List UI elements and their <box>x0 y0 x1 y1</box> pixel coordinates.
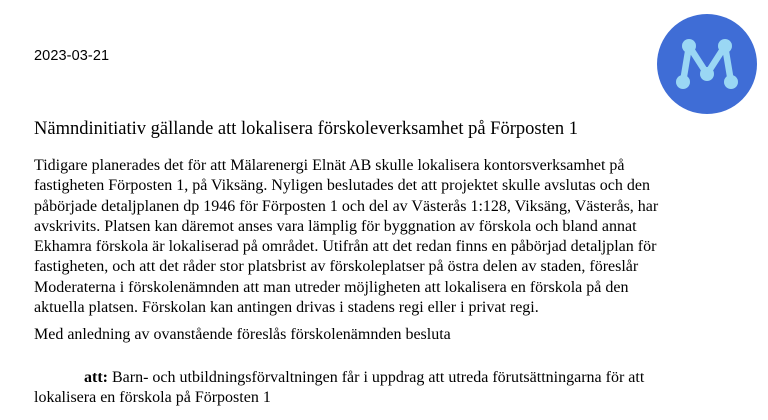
logo-circle <box>657 14 757 114</box>
document-date: 2023-03-21 <box>34 48 110 64</box>
decision-lead: Med anledning av ovanstående föreslås förskolenämnden besluta <box>34 326 451 343</box>
body-line: fastigheten, och att det råder stor platsbrist av förskoleplatser på östra delen av staden, föreslår <box>34 258 639 276</box>
proposal-paragraph <box>34 368 644 407</box>
proposal-text: Barn- och utbildningsförvaltningen får i uppdrag att utreda förutsättningarna för att <box>107 369 645 386</box>
moderaterna-logo <box>657 14 757 114</box>
proposal-line <box>34 368 644 388</box>
document-title: Nämndinitiativ gällande att lokalisera förskoleverksamhet på Förposten 1 <box>34 119 579 139</box>
body-paragraph <box>34 156 674 318</box>
body-line: avskrivits. Platsen kan däremot anses vara lämplig för byggnation av förskola och bland annat <box>34 217 637 235</box>
body-line: Moderaterna i förskolenämnden att man utreder möjligheten att lokalisera en förskola på den <box>34 278 629 296</box>
proposal-label: att: <box>84 369 108 386</box>
body-line: fastigheten Förposten 1, på Viksäng. Nyligen beslutades det att projektet skulle avslutas och den <box>34 177 650 195</box>
body-line: Ekhamra förskola är lokaliserad på området. Utifrån att det redan finns en påbörjad detaljplan för <box>34 238 657 256</box>
body-line: Tidigare planerades det för att Mälarenergi Elnät AB skulle lokalisera kontorsverksamhet på <box>34 157 625 174</box>
body-line: påbörjade detaljplanen dp 1946 för Förposten 1 och del av Västerås 1:128, Viksäng, Västerås, har <box>34 197 659 215</box>
proposal-line: lokalisera en förskola på Förposten 1 <box>34 388 271 406</box>
body-line: aktuella platsen. Förskolan kan antingen drivas i stadens regi eller i privat regi. <box>34 299 539 317</box>
